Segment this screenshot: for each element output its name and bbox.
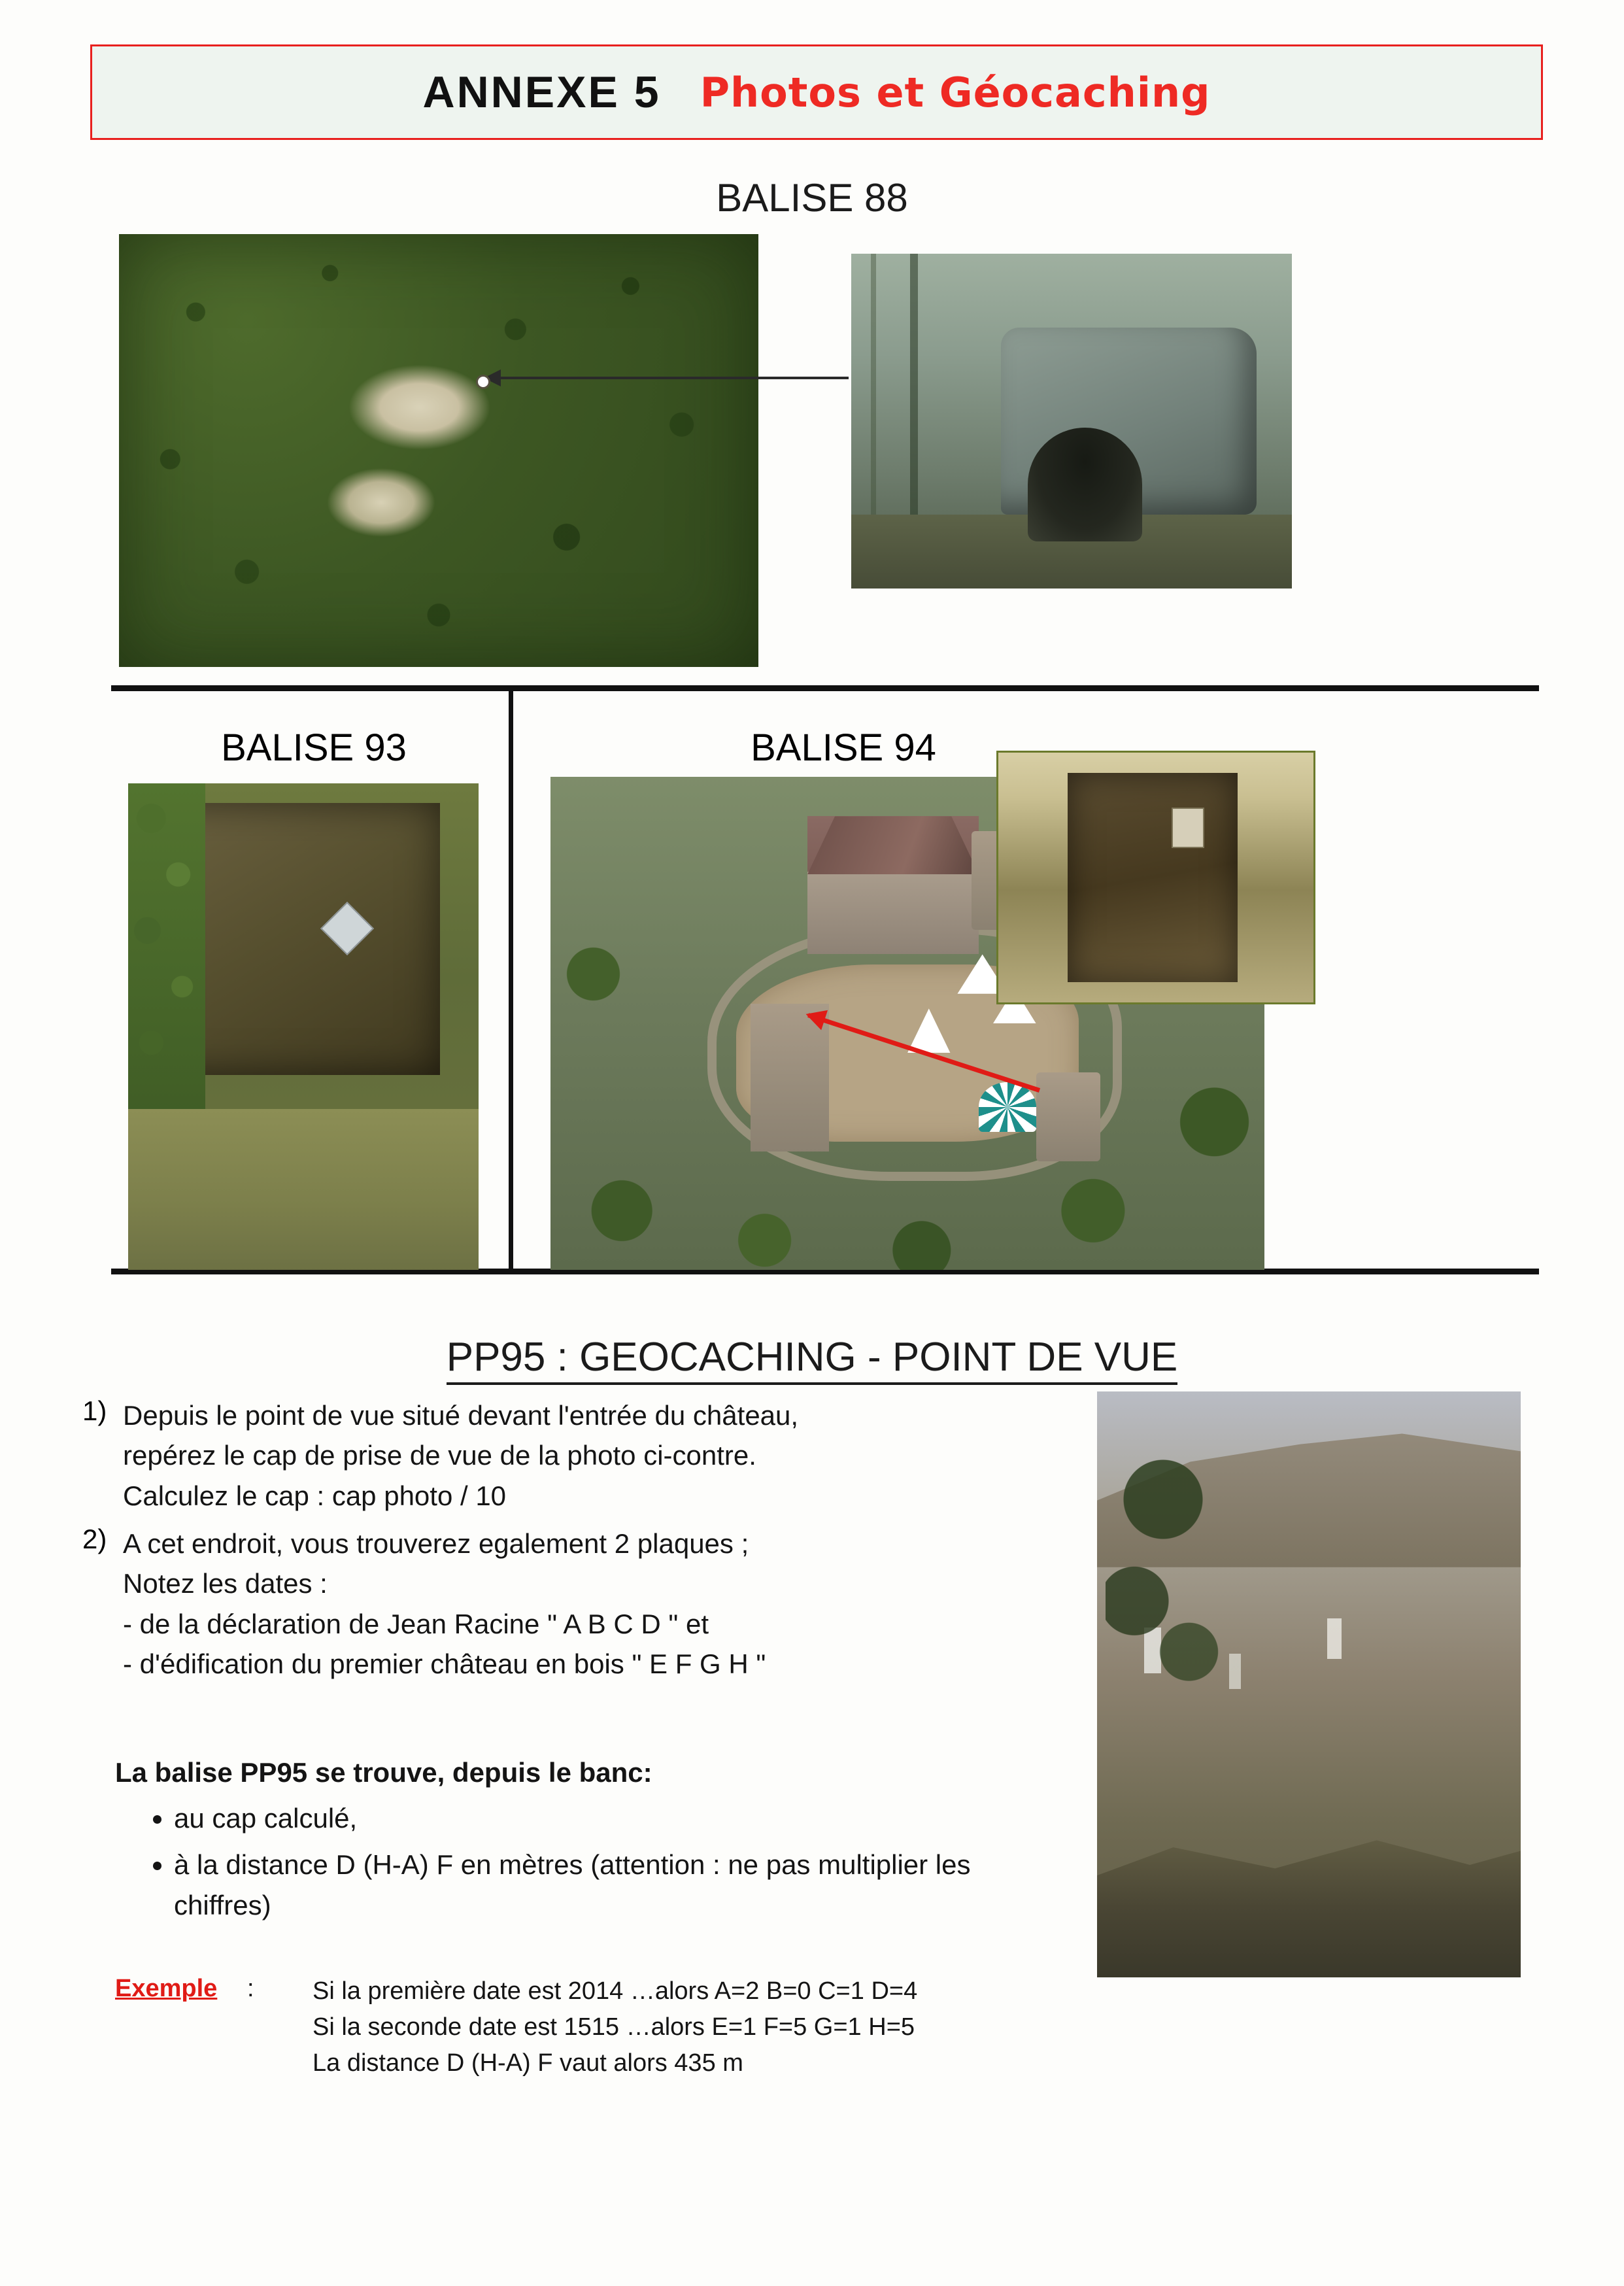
pp95-heading [0, 1334, 1624, 1380]
example-colon: : [247, 1975, 254, 2002]
divider-top [111, 685, 1539, 691]
foreground-tree [1106, 1427, 1249, 1790]
pp95-bold-statement: La balise PP95 se trouve, depuis le banc: [115, 1757, 652, 1788]
item-1-line-2: repérez le cap de prise de vue de la photo ci-contre. [123, 1440, 756, 1471]
aerial-forest-photo [119, 234, 758, 667]
example-label: Exemple [115, 1975, 218, 2002]
item-1-line-3: Calculez le cap : cap photo / 10 [123, 1480, 507, 1511]
viewpoint-landscape-photo [1097, 1391, 1521, 1977]
item-1-line-1: Depuis le point de vue situé devant l'entrée du château, [123, 1400, 799, 1431]
example-line-1: Si la première date est 2014 …alors A=2 B=0 C=1 D=4 [313, 1977, 918, 2005]
pointer-arrow-88 [485, 377, 849, 379]
balise-88-heading: BALISE 88 [716, 176, 908, 220]
door-plate-icon [1172, 808, 1204, 848]
item-2-text [123, 1524, 1058, 1684]
item-2-line-3: - de la déclaration de Jean Racine " A B C D " et [123, 1608, 709, 1639]
cache-marker-dot [476, 375, 490, 389]
divider-vertical [509, 685, 513, 1274]
pp95-bullet-list [128, 1798, 1063, 1932]
example-line-2: Si la seconde date est 1515 …alors E=1 F=5 G=1 H=5 [313, 2013, 915, 2041]
ivy-foliage [128, 783, 205, 1134]
item-2-line-4: - d'édification du premier château en bois " E F G H " [123, 1648, 766, 1679]
annex-subtitle: Photos et Géocaching [700, 68, 1211, 116]
item-2-line-1: A cet endroit, vous trouverez egalement 2 plaques ; [123, 1528, 749, 1559]
wooden-door [1068, 773, 1238, 983]
door-detail-photo [996, 751, 1315, 1004]
item-2-number: 2) [82, 1524, 107, 1554]
example-line-3: La distance D (H-A) F vaut alors 435 m [313, 2049, 743, 2077]
item-1-number: 1) [82, 1395, 107, 1426]
rock-cave-photo [851, 254, 1292, 589]
striped-marquee [979, 1082, 1036, 1131]
rock-photo-ground [851, 515, 1292, 589]
item-2-line-2: Notez les dates : [123, 1568, 328, 1599]
pp95-bullet-2: • à la distance D (H-A) F en mètres (attention : ne pas multiplier les chiffres) [174, 1845, 1063, 1925]
title-banner [90, 44, 1543, 140]
pp95-heading-text: PP95 : GEOCACHING - POINT DE VUE [447, 1335, 1178, 1385]
castle-tower-east [1036, 1072, 1100, 1161]
stone-trough-photo [128, 783, 479, 1270]
annex-label: ANNEXE 5 [422, 67, 661, 117]
example-text [313, 1973, 917, 2081]
castle-keep [807, 816, 979, 954]
item-1-text [123, 1395, 1058, 1516]
foreground-rocks [1097, 1801, 1521, 1977]
water-surface [128, 1109, 479, 1270]
balise-94-heading: BALISE 94 [751, 726, 936, 769]
pp95-bullet-1: • au cap calculé, [174, 1798, 1063, 1838]
balise-93-heading: BALISE 93 [221, 726, 407, 769]
